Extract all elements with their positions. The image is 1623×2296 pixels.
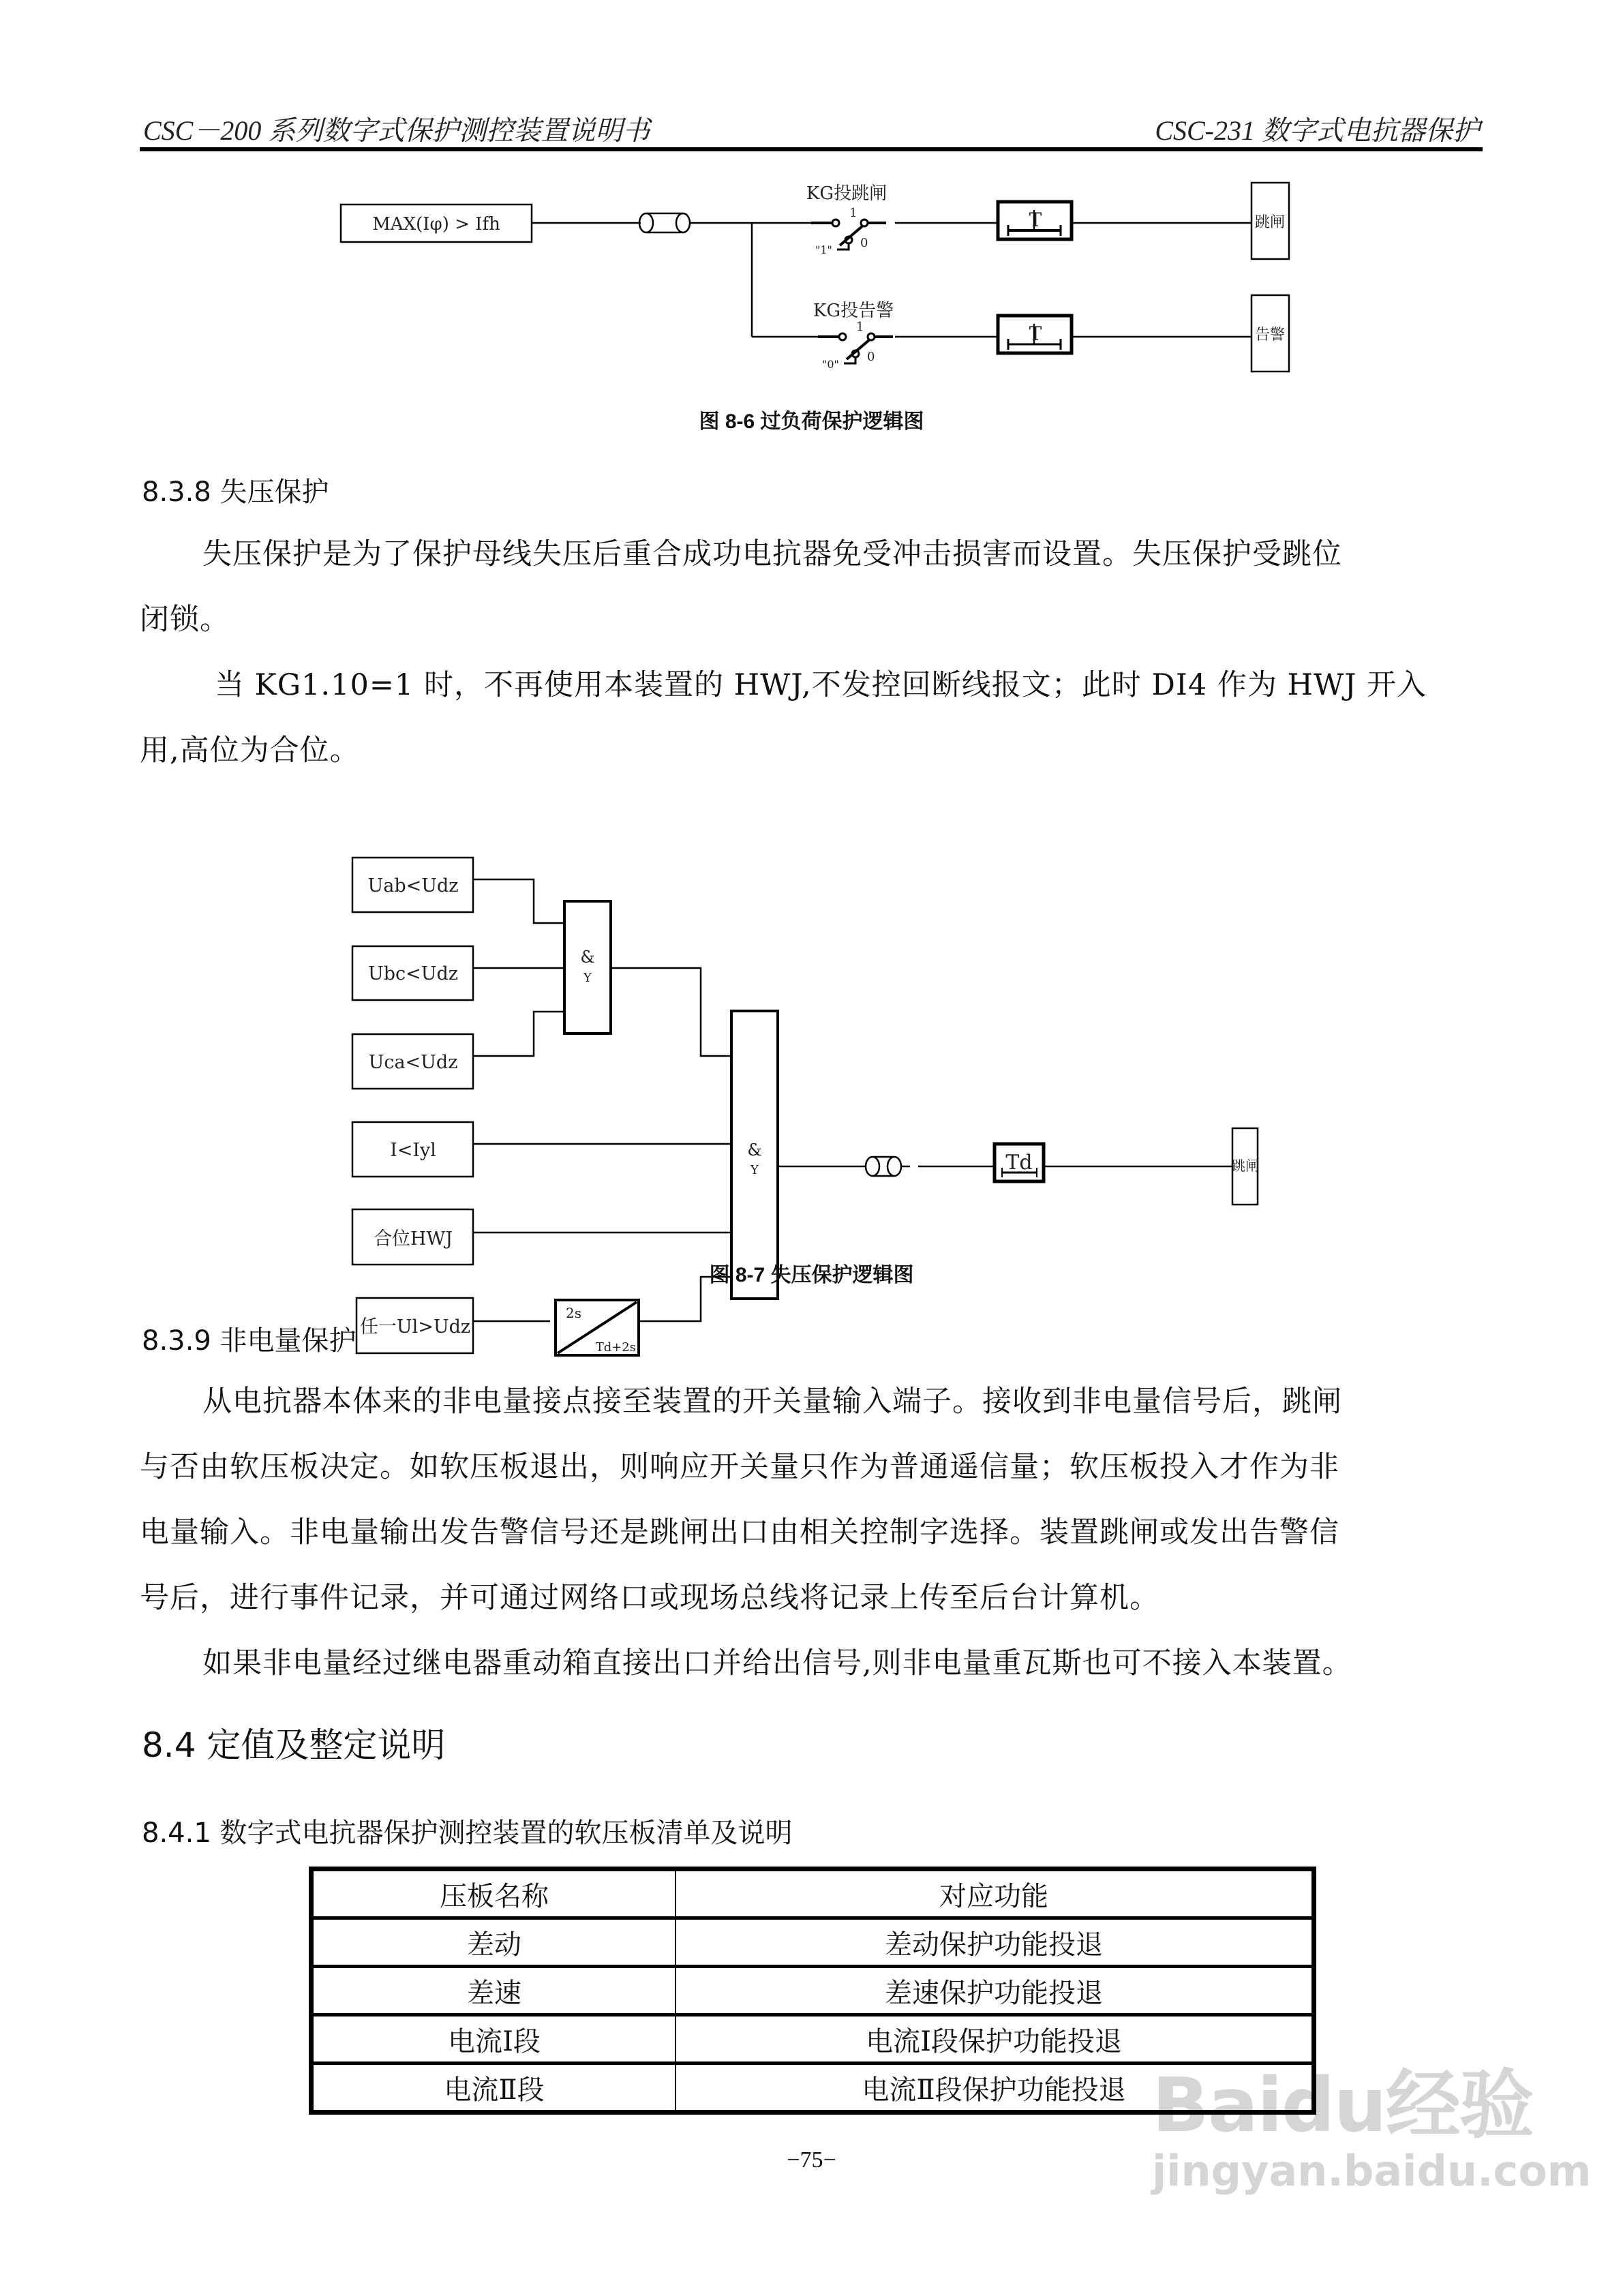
input-label: I<Iyl	[390, 1140, 436, 1161]
watermark-brand: Baidu经验	[1152, 2061, 1533, 2149]
section-839-heading: 8.3.9 非电量保护	[142, 1325, 357, 1357]
figure-8-7-caption: 图 8-7 失压保护逻辑图	[709, 1264, 914, 1286]
switch-alarm-pos1: 1	[856, 320, 864, 334]
section-839-body	[140, 1369, 1483, 1696]
output-trip-label: 跳闸	[1232, 1158, 1259, 1174]
output-alarm-label: 告警	[1254, 327, 1286, 344]
plate-name: 差动	[312, 1918, 676, 1967]
switch-alarm-pos0: 0	[867, 350, 875, 364]
input-label: Uab<Udz	[367, 875, 459, 896]
delay-top-label: 2s	[566, 1305, 581, 1321]
table-row	[312, 1967, 1314, 2015]
output-trip-label: 跳闸	[1254, 214, 1286, 231]
and-gate-1-sub: Y	[583, 971, 592, 985]
paragraph-line: 与否由软压板决定。如软压板退出，则响应开关量只作为普通遥信量；软压板投入才作为非	[140, 1450, 1339, 1484]
paragraph-line: 从电抗器本体来的非电量接点接至装置的开关量输入端子。接收到非电量信号后，跳闸	[202, 1385, 1342, 1419]
plate-function: 电流Ⅱ段保护功能投退	[676, 2064, 1314, 2113]
paragraph-line: 如果非电量经过继电器重动箱直接出口并给出信号,则非电量重瓦斯也可不接入本装置。	[202, 1646, 1352, 1680]
switch-trip-pos0: 0	[860, 236, 868, 250]
column-header: 对应功能	[676, 1869, 1314, 1918]
paragraph-line: 号后，进行事件记录，并可通过网络口或现场总线将记录上传至后台计算机。	[140, 1581, 1159, 1615]
table-row	[312, 1918, 1314, 1967]
input-label: 合位HWJ	[373, 1228, 453, 1250]
table-header-row	[312, 1869, 1314, 1918]
page-number: −75−	[787, 2147, 836, 2173]
section-838-heading: 8.3.8 失压保护	[142, 477, 329, 508]
section-84-heading: 8.4 定值及整定说明	[142, 1725, 446, 1765]
input-label: 任一Ul>Udz	[359, 1316, 471, 1338]
switch-alarm-label: KG投告警	[813, 301, 894, 321]
plate-name: 差速	[312, 1967, 676, 2015]
switch-alarm-setting: "0"	[822, 358, 839, 371]
header-right-title: CSC-231 数字式电抗器保护	[1155, 115, 1480, 146]
plate-function: 差动保护功能投退	[676, 1918, 1314, 1967]
coil-icon	[866, 1157, 901, 1176]
timer-trip-label: T	[1029, 209, 1042, 231]
paragraph-line: 闭锁。	[140, 603, 230, 637]
coil-icon	[639, 213, 690, 232]
watermark-url: jingyan.baidu.com	[1152, 2146, 1592, 2196]
figure-8-6-caption: 图 8-6 过负荷保护逻辑图	[699, 410, 924, 433]
section-841-heading: 8.4.1 数字式电抗器保护测控装置的软压板清单及说明	[142, 1817, 793, 1849]
paragraph-line: 用,高位为合位。	[140, 734, 360, 768]
timer-td-label: Td	[1005, 1151, 1033, 1175]
and-gate-1-symbol: &	[580, 948, 595, 967]
section-838-body	[140, 522, 1483, 783]
timer-alarm-label: T	[1029, 322, 1042, 345]
plate-name: 电流Ⅰ段	[312, 2015, 676, 2064]
column-header: 压板名称	[440, 1880, 549, 1912]
switch-trip-label: KG投跳闸	[806, 183, 888, 204]
figure-8-6-overload-logic	[0, 0, 1623, 409]
switch-trip-pos1: 1	[849, 206, 858, 220]
plate-name: 电流Ⅱ段	[312, 2064, 676, 2113]
switch-trip-setting: "1"	[815, 243, 832, 256]
and-gate-2-sub: Y	[750, 1163, 759, 1177]
header-left-title: CSC－200 系列数字式保护测控装置说明书	[143, 115, 650, 146]
plate-function: 差速保护功能投退	[676, 1967, 1314, 2015]
baidu-watermark	[1152, 2045, 1591, 2196]
input-label: Uca<Udz	[368, 1052, 458, 1073]
paragraph-line: 当 KG1.10=1 时，不再使用本装置的 HWJ,不发控回断线报文；此时 DI4 作为 HWJ 开入	[215, 668, 1427, 702]
paragraph-line: 失压保护是为了保护母线失压后重合成功电抗器免受冲击损害而设置。失压保护受跳位	[202, 537, 1342, 571]
plate-function: 电流Ⅰ段保护功能投退	[676, 2015, 1314, 2064]
input-label: Ubc<Udz	[367, 963, 459, 984]
overload-input-label: MAX(Iφ) > Ifh	[372, 214, 500, 235]
delay-bottom-label: Td+2s	[595, 1340, 636, 1355]
paragraph-line: 电量输入。非电量输出发告警信号还是跳闸出口由相关控制字选择。装置跳闸或发出告警信	[140, 1515, 1339, 1550]
and-gate-2-symbol: &	[747, 1141, 762, 1160]
and-gate-1	[564, 901, 611, 1033]
